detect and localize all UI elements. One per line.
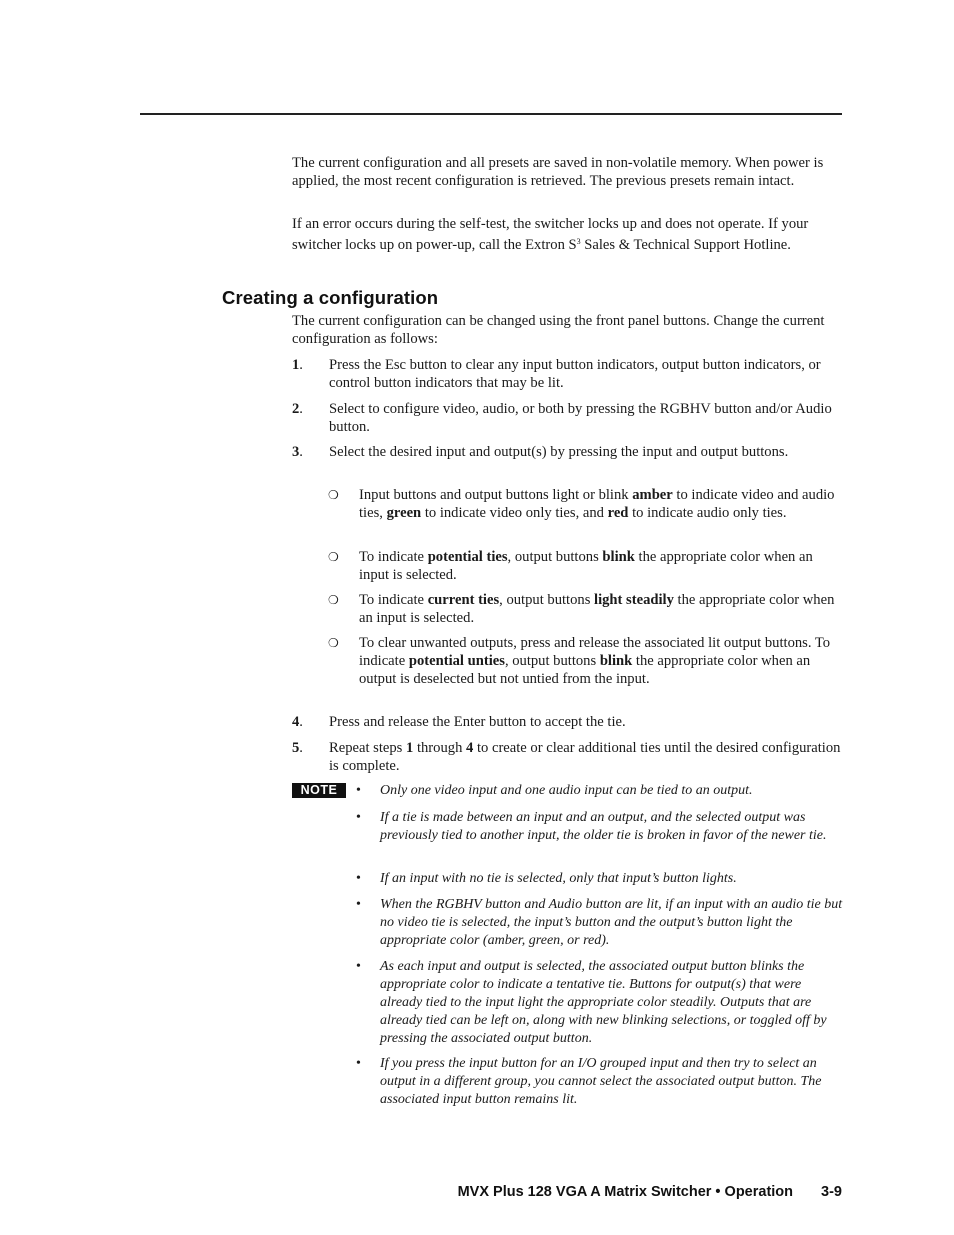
sub-bullet-clear-outputs: ❍ To clear unwanted outputs, press and release the associated lit output buttons. To indicate potential unties, output buttons blink the appropriate color when an output is deselected but not untied from the input. xyxy=(328,635,831,687)
step-4: 4. Press and release the Enter button to accept the tie. xyxy=(292,714,626,730)
circle-bullet-icon: ❍ xyxy=(328,488,339,502)
intro-paragraph-2: If an error occurs during the self-test, the switcher locks up and does not operate. If your switcher locks up on power-up, call the Extron $S^3$ Sales & Technical Support Hotline. xyxy=(292,216,809,253)
step-2: 2. Select to configure video, audio, or both by pressing the RGBHV button and/or Audio button. xyxy=(292,401,832,435)
step-5: 5. Repeat steps 1 through 4 to create or clear additional ties until the desired configuration is complete. xyxy=(292,740,841,774)
bullet-icon: • xyxy=(356,810,361,825)
note-item-5: • As each input and output is selected, the associated output button blinks the appropriate color to indicate a tentative tie. Buttons for output(s) that were already tied to the input light the appropriate color steadily. Outputs that are already tied can be left on, along with new blinking selections, or toggled off by pressing the associated output button. xyxy=(356,959,827,1046)
sub-bullet-tie-colors: ❍ Input buttons and output buttons light or blink amber to indicate video and audio ties, green to indicate video only ties, and red to indicate audio only ties. xyxy=(328,487,835,521)
sub-bullet-current-ties: ❍ To indicate current ties, output buttons light steadily the appropriate color when an input is selected. xyxy=(328,592,835,626)
note-item-1: • Only one video input and one audio input can be tied to an output. xyxy=(356,783,753,798)
note-item-6: • If you press the input button for an I/O grouped input and then try to select an output in a different group, you cannot select the associated output button. The associated input button remains lit. xyxy=(356,1056,822,1107)
footer-title: MVX Plus 128 VGA A Matrix Switcher • Operation xyxy=(457,1184,794,1200)
note-item-4: • When the RGBHV button and Audio button are lit, if an input with an audio tie but no video tie is selected, the input’s button and the output’s button light the appropriate color (amber, green, or red). xyxy=(356,897,843,948)
note-badge: NOTE xyxy=(292,783,346,798)
step-1: 1. Press the Esc button to clear any input button indicators, output button indicators, or control button indicators that may be lit. xyxy=(292,357,821,391)
page-number: 3-9 xyxy=(821,1184,842,1200)
circle-bullet-icon: ❍ xyxy=(328,550,339,564)
bullet-icon: • xyxy=(356,897,361,912)
header-rule xyxy=(140,113,842,115)
step-3: 3. Select the desired input and output(s) by pressing the input and output buttons. xyxy=(292,444,789,460)
sub-bullet-potential-ties: ❍ To indicate potential ties, output buttons blink the appropriate color when an input is selected. xyxy=(328,549,813,583)
section-lead: The current configuration can be changed using the front panel buttons. Change the current configuration as follows: xyxy=(292,313,825,347)
bullet-icon: • xyxy=(356,871,361,886)
note-item-2: • If a tie is made between an input and an output, and the selected output was previously tied to another input, the older tie is broken in favor of the newer tie. xyxy=(356,810,827,843)
note-item-3: • If an input with no tie is selected, only that input’s button lights. xyxy=(356,871,737,886)
page-footer xyxy=(458,1184,842,1200)
superscript-3: 3 xyxy=(576,237,581,246)
section-heading: Creating a configuration xyxy=(222,287,439,308)
bullet-icon: • xyxy=(356,783,361,798)
bullet-icon: • xyxy=(356,1056,361,1071)
circle-bullet-icon: ❍ xyxy=(328,636,339,650)
circle-bullet-icon: ❍ xyxy=(328,593,339,607)
intro-paragraph-1: The current configuration and all presets are saved in non-volatile memory. When power is applied, the most recent configuration is retrieved. The previous presets remain intact. xyxy=(292,155,824,189)
bullet-icon: • xyxy=(356,959,361,974)
